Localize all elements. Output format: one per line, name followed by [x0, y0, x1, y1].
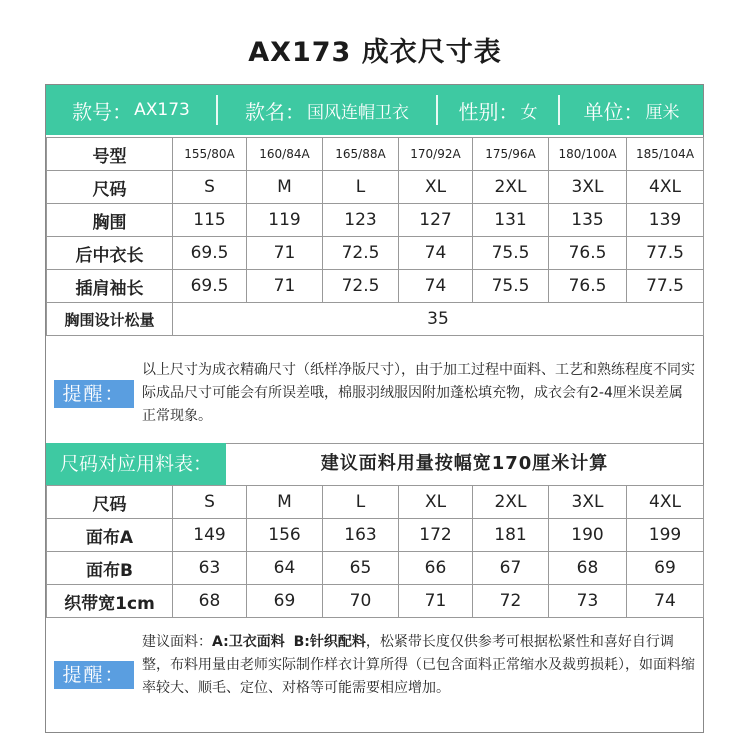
ribbon-cell: 71	[399, 585, 473, 618]
ribbon-cell: 69	[247, 585, 323, 618]
ribbon-cell: 72	[473, 585, 549, 618]
back-length-cell: 75.5	[473, 237, 549, 270]
unit-label: 单位：	[583, 99, 644, 124]
back-length-cell: 71	[247, 237, 323, 270]
size-cell: XL	[399, 171, 473, 204]
reminder-text: 以上尺寸为成衣精确尺寸（纸样净版尺寸），由于加工过程中面料、工艺和熟练程度不同实际成品尺寸可能会有所误差哦，棉服羽绒服因附加蓬松填充物，成衣会有2-4厘米误差属正常现象。	[142, 362, 695, 424]
size-cell: S	[173, 171, 247, 204]
back-length-cell: 69.5	[173, 237, 247, 270]
chest-ease-cell: 35	[173, 303, 704, 336]
size-table	[46, 137, 704, 336]
back-length-cell: 74	[399, 237, 473, 270]
style-name	[218, 85, 436, 135]
sleeve-length-cell: 75.5	[473, 270, 549, 303]
size-cell: S	[173, 486, 247, 519]
table-row	[47, 204, 704, 237]
chest-cell: 115	[173, 204, 247, 237]
style-no	[46, 85, 216, 135]
ribbon-cell: 73	[549, 585, 627, 618]
fabric-b-cell: 65	[323, 552, 399, 585]
row-label: 胸围	[47, 204, 173, 237]
fabric-a-cell: 149	[173, 519, 247, 552]
spec-cell: 185/104A	[627, 138, 704, 171]
reminder-badge: 提醒：	[54, 380, 134, 408]
chest-cell: 139	[627, 204, 704, 237]
sleeve-length-cell: 71	[247, 270, 323, 303]
spec-cell: 155/80A	[173, 138, 247, 171]
size-cell: 4XL	[627, 171, 704, 204]
fabric-a-cell: 181	[473, 519, 549, 552]
row-label: 面布B	[47, 552, 173, 585]
sleeve-length-cell: 72.5	[323, 270, 399, 303]
table-row	[47, 171, 704, 204]
chest-cell: 123	[323, 204, 399, 237]
fabric-table	[46, 485, 704, 618]
table-row	[47, 270, 704, 303]
spec-cell: 165/88A	[323, 138, 399, 171]
row-label: 织带宽1cm	[47, 585, 173, 618]
row-label: 尺码	[47, 486, 173, 519]
fabric-band-label: 尺码对应用料表：	[46, 443, 226, 485]
size-cell: 2XL	[473, 171, 549, 204]
chest-cell: 127	[399, 204, 473, 237]
unit-value: 厘米	[645, 102, 680, 123]
size-cell: L	[323, 486, 399, 519]
row-label: 号型	[47, 138, 173, 171]
row-label: 胸围设计松量	[47, 303, 173, 336]
size-cell: 3XL	[549, 171, 627, 204]
fabric-b-cell: 69	[627, 552, 704, 585]
gender	[438, 85, 558, 135]
sleeve-length-cell: 69.5	[173, 270, 247, 303]
reminder-prefix: 建议面料：	[142, 634, 212, 650]
spec-cell: 170/92A	[399, 138, 473, 171]
ribbon-cell: 70	[323, 585, 399, 618]
gender-value: 女	[520, 102, 538, 123]
reminder-body: ，松紧带长度仅供参考可根据松紧性和喜好自行调整，布料用量由老师实际制作样衣计算所得（已包含面料正常缩水及裁剪损耗），如面料缩率较大、顺毛、定位、对格等可能需要相应增加。	[142, 634, 695, 696]
ribbon-cell: 74	[627, 585, 704, 618]
fabric-a-cell: 156	[247, 519, 323, 552]
style-no-label: 款号：	[72, 99, 133, 124]
fabric-a-legend: A:卫衣面料	[212, 634, 285, 650]
gender-label: 性别：	[458, 99, 519, 124]
table-row	[47, 303, 704, 336]
info-bar	[46, 85, 703, 135]
sleeve-length-cell: 74	[399, 270, 473, 303]
size-cell: 2XL	[473, 486, 549, 519]
row-label: 面布A	[47, 519, 173, 552]
note-reminder-1	[46, 342, 703, 443]
back-length-cell: 72.5	[323, 237, 399, 270]
sleeve-length-cell: 77.5	[627, 270, 704, 303]
size-cell: 3XL	[549, 486, 627, 519]
style-no-value: AX173	[134, 100, 190, 120]
fabric-b-cell: 67	[473, 552, 549, 585]
reminder-text	[142, 631, 696, 700]
row-label: 后中衣长	[47, 237, 173, 270]
ribbon-cell: 68	[173, 585, 247, 618]
table-row	[47, 486, 704, 519]
back-length-cell: 76.5	[549, 237, 627, 270]
size-cell: 4XL	[627, 486, 704, 519]
fabric-b-cell: 63	[173, 552, 247, 585]
style-name-label: 款名：	[245, 99, 305, 124]
reminder-badge: 提醒：	[54, 661, 134, 689]
chest-cell: 119	[247, 204, 323, 237]
fabric-b-legend: B:针织配料	[293, 634, 366, 650]
spec-cell: 160/84A	[247, 138, 323, 171]
note-reminder-2	[46, 621, 703, 732]
fabric-a-cell: 163	[323, 519, 399, 552]
fabric-a-cell: 199	[627, 519, 704, 552]
fabric-header-band	[46, 443, 703, 485]
sleeve-length-cell: 76.5	[549, 270, 627, 303]
style-name-value: 国风连帽卫衣	[307, 102, 409, 123]
spec-cell: 180/100A	[549, 138, 627, 171]
size-cell: L	[323, 171, 399, 204]
unit	[560, 85, 703, 135]
fabric-a-cell: 190	[549, 519, 627, 552]
table-row	[47, 585, 704, 618]
size-cell: M	[247, 486, 323, 519]
fabric-b-cell: 68	[549, 552, 627, 585]
chest-cell: 135	[549, 204, 627, 237]
fabric-band-title: 建议面料用量按幅宽170厘米计算	[320, 453, 609, 474]
back-length-cell: 77.5	[627, 237, 704, 270]
size-cell: M	[247, 171, 323, 204]
spec-cell: 175/96A	[473, 138, 549, 171]
row-label: 插肩袖长	[47, 270, 173, 303]
size-cell: XL	[399, 486, 473, 519]
fabric-b-cell: 64	[247, 552, 323, 585]
table-row	[47, 237, 704, 270]
fabric-b-cell: 66	[399, 552, 473, 585]
fabric-a-cell: 172	[399, 519, 473, 552]
table-row	[47, 552, 704, 585]
chest-cell: 131	[473, 204, 549, 237]
table-row	[47, 138, 704, 171]
row-label: 尺码	[47, 171, 173, 204]
table-row	[47, 519, 704, 552]
page-title: AX173 成衣尺寸表	[248, 37, 502, 68]
